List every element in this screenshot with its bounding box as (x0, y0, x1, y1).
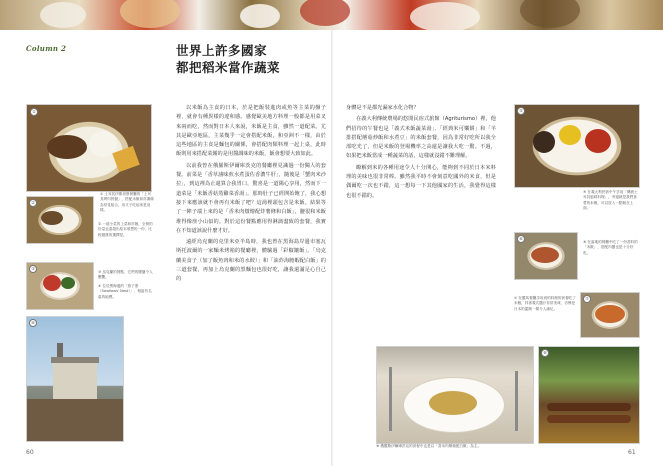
photo-ukrainian-dish (26, 262, 94, 310)
paragraph: 在義大利傳統農場的悠閒民宿式旅館（Agriturismo）裡，他們招待的午餐也是「義式米飯蔬菜湯」、「經典米可樂餅」和「羊排搭配蘑菇炒飯和水煮豆」的米飯套餐，因為非常好吃所以我全部吃光了，但是米飯的登場機率之高還是讓我大吃一驚。不過，如果把米飯當成一種蔬菜的話，這樣就沒錯不難理解。 (346, 116, 496, 160)
photo-number: ③ (29, 265, 37, 273)
caption-2: ② 一道小菜的上菜和炸飯，全餐的份量也遠超出原本預想的一份，比較健康的選擇是。 (98, 222, 153, 237)
caption-3: ③ 烏克蘭的餐點，它們的擺盤令人驚艷。 (98, 270, 153, 280)
photo-side-dish-rice (26, 196, 94, 244)
photo-number: ④ (29, 319, 37, 327)
photo-number: ① (30, 108, 38, 116)
caption-6: ⑥ 在當地的餐廳中吃了一份香料的「米飯」，搭配肉醬也是十分好吃。 (583, 240, 638, 255)
photo-number: ⑦ (583, 295, 591, 303)
photo-restaurant-table (376, 346, 534, 444)
top-banner-photo (0, 0, 663, 30)
title-line-2: 都把稻米當作蔬菜 (176, 60, 281, 75)
photo-turkish-kebab-plate (26, 104, 152, 192)
article-title (176, 42, 326, 76)
page-gutter (331, 30, 333, 466)
caption-8: ⑧ 俄羅斯伊爾庫茨克的套餐中也是以「香米肉燉燴配白飯」為主。 (376, 444, 481, 448)
photo-number: ② (29, 199, 37, 207)
photo-swallows-nest-castle (26, 316, 124, 442)
title-line-1: 世界上許多國家 (176, 43, 268, 58)
left-body-text (176, 104, 326, 285)
caption-1: ① 土耳其伊斯坦堡餐廳的「土耳其烤肉拼盤」，搭配米飯和炸薯條為常見組合，用叉子吃起來是這樣。 (100, 192, 154, 213)
page-number-right: 61 (628, 449, 636, 456)
photo-rice-dish (514, 232, 578, 280)
right-body-text (346, 104, 496, 201)
photo-kebab-skewers (538, 346, 640, 444)
page-number-left: 60 (26, 449, 34, 456)
caption-4: ④ 位於黑海邊的「燕子堡（Swallows' Nest）」，相當有名氣的地標。 (98, 284, 152, 299)
photo-roma-stew (580, 292, 640, 338)
photo-number: ⑥ (517, 235, 525, 243)
photo-number: ⑤ (517, 107, 525, 115)
caption-5: ⑤ 在義大利民宿中午享用「傳統土耳其風味料理」，旁邊就是我們喜愛的米飯，可以放入一點飯在上面。 (583, 190, 638, 211)
paragraph: 以米飯為主食的日本，於是把飯裝進肉或魚等主菜的盤子裡，就會有種異樣的違和感。感覺歐美地方料理一般都是用菜叉來兩而吃，然而對日本人來說，米飯是主食，雖然一道配菜。尤其是歐亞地區，主菜幾乎一定會搭配米飯，和亞洲不一樣，由於這些地區的主食是麵包的關係，會搭配肉類料理一起上桌，此時飯則用來搭配菜餚的是用醬調味的米飯，飯會想要大致如此。 (176, 105, 326, 158)
paragraph: 瞭解到米的各種用途令人十分開心，能夠到不同於日本米料理的美味也很非常棒。雖然我平時不會刻意吃國外的米食，但是偶爾吃一次也不錯，這一想每一下其他國家的生活，我覺得這樣也很不錯的。 (346, 164, 496, 199)
photo-number: ⑧ (541, 349, 549, 357)
photo-italian-plate (514, 104, 640, 188)
paragraph: 身體是不是都光漏家水化合物？ (346, 105, 419, 111)
paragraph: 遠經烏克蘭的克里米亞半島時，我也曾在黑海島岸邊市塞瓦斯托波爾的一家麵米烤箱的餐廳裡，體驗過「彩椒鑲飯」。「烏克蘭美食子（加了飯魚肉和米的水餃）」和「油炸海膽蝦配白飯」的三道套餐，再加上烏克蘭的黑麵包也很好吃，讓我還滿足心自己的 (176, 239, 326, 283)
paragraph: 以前我曾在俄羅斯伊爾庫茨克的餐廳裡見識過一份獨人的套餐。前菜是「香草滷味煎水煮蛋佐香濃牛肝」，隨後是「蟹肉米沙拉」，到這裡為止還算合我胃口，驚喜是一道陽心享用，然而下一道菜是「米飯香菇蒸雞菜香湯」。那時肚子已經開始飽了，我心想接下來應該就不會再有米飯了吧？這湯裡頭包含是米飯。結果等了一陣子端上來的是「香米肉燉燴配炸薯條和白飯」，鹽很和米飯堆得像座小山似的。對於這份餐點應用得淋漓盡致的套餐，我實在不知道該說什麼才好。 (176, 162, 326, 234)
column-label: Column 2 (26, 44, 67, 53)
caption-7: ⑦ 在羅馬餐廳享用到的料理的套餐吃了米飯，拌著義式醬汁非常美味，彷彿是日本的蓋飯一樣令人滿足。 (514, 296, 576, 311)
